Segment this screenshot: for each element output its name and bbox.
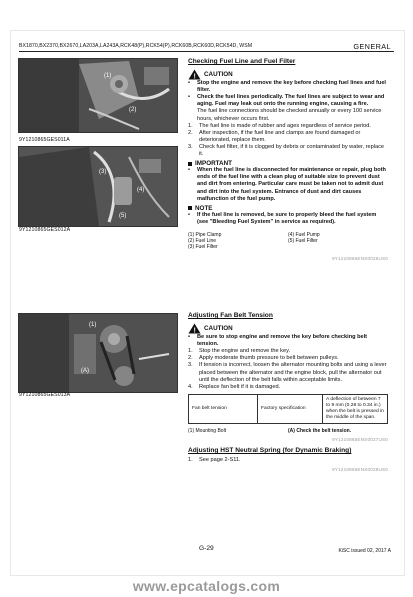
header-rule (19, 51, 394, 52)
fuel-step: 2. After inspection, if the fuel line and clamps are found damaged or deteriorated, replace them. (188, 129, 361, 143)
hst-ref-code: 9Y1210865ENS0028US0 (332, 467, 388, 473)
spec-value: A deflection of between 7 to 9 mm (0.28 to 0.34 in.) when the belt is pressed in the middle of the span. (323, 394, 388, 423)
fuel-section (188, 58, 388, 262)
svg-text:(4): (4) (137, 187, 145, 193)
fan-belt-photo (18, 313, 178, 393)
fan-section (188, 312, 388, 473)
header-section: GENERAL (353, 42, 391, 51)
svg-text:(1): (1) (89, 322, 97, 328)
spec-label: Factory specification (258, 394, 323, 423)
caution-triangle-icon (188, 323, 201, 334)
svg-text:!: ! (193, 327, 196, 335)
fuel-intro: The fuel line connections should be checked annually or every 100 service hours, whichever occurs first. (197, 108, 382, 122)
fan-caution-label: CAUTION (204, 325, 233, 333)
svg-text:(3): (3) (99, 169, 107, 175)
fan-section-title: Adjusting Fan Belt Tension (188, 312, 273, 319)
fuel-caution-bullet: • Stop the engine and remove the key before checking fuel lines and fuel filter. (188, 80, 386, 94)
fan-step: 1. Stop the engine and remove the key. (188, 348, 291, 355)
note-square-icon (188, 206, 192, 210)
fan-step: 3. If tension is incorrect, loosen the alternator mounting bolts and using a lever placed between the alternator and the engine block, pull the alternator out until the deflection of the belt falls within acceptable limits. (188, 362, 387, 383)
fuel-caution-label: CAUTION (204, 71, 233, 79)
photo-2-caption: 9Y1210865GES012A (19, 227, 71, 233)
important-label: IMPORTANT (195, 160, 232, 168)
svg-text:!: ! (193, 73, 196, 81)
svg-text:(1): (1) (104, 73, 112, 79)
fuel-caution-bullet: • Check the fuel lines periodically. The fuel lines are subject to wear and aging. Fuel may leak out onto the running engine, causing a fire. (188, 94, 385, 108)
hst-section-title: Adjusting HST Neutral Spring (for Dynamic Braking) (188, 447, 352, 455)
note-header (188, 205, 388, 212)
header-models: BX1870,BX2370,BX2670,LA203A,LA243A,RCK48(P),RCK54(P),RCK60B,RCK60D,RCK54D, WSM (19, 43, 253, 49)
fuel-caution-header (188, 69, 388, 80)
fan-step: 4. Replace fan belt if it is damaged. (188, 383, 281, 390)
note-bullet: • If the fuel line is removed, be sure to properly bleed the fuel system (see "Bleeding Fuel System" in service as required). (188, 211, 377, 225)
issue-info: KiSC issued 02, 2017 A (338, 548, 391, 554)
fuel-section-title: Checking Fuel Line and Fuel Filter (188, 58, 296, 65)
fan-caution-header (188, 323, 388, 334)
svg-text:(5): (5) (119, 213, 127, 219)
fuel-step: 1. The fuel line is made of rubber and ages regardless of service period. (188, 122, 371, 129)
photo-1-caption: 9Y1210865GES011A (19, 137, 70, 143)
spec-item: Fan belt tension (189, 394, 258, 423)
photo-3-caption: 9Y1210865GES013A (19, 392, 71, 398)
fuel-line-photo-1 (18, 58, 178, 133)
svg-text:(A): (A) (81, 368, 89, 374)
important-square-icon (188, 162, 192, 166)
fan-belt-spec-table (188, 394, 388, 424)
caution-triangle-icon (188, 69, 201, 80)
watermark-link[interactable]: www.epcatalogs.com (132, 578, 281, 594)
fuel-legend: (1) Pipe Clamp (4) Fuel Pump (2) Fuel Line (5) Fuel Filter (3) Fuel Filter (188, 231, 320, 251)
hst-step: 1. See page 2-S11. (188, 457, 241, 464)
fan-step: 2. Apply moderate thumb pressure to belt between pulleys. (188, 355, 339, 362)
fuel-step: 3. Check fuel filter, if it is clogged by debris or contaminated by water, replace it. (188, 143, 384, 158)
important-header (188, 160, 388, 167)
fan-caution-bullet: • Be sure to stop engine and remove the key before checking belt tension. (188, 334, 368, 348)
fan-legend: (1) Mounting Bolt (A) Check the belt tension. (188, 427, 352, 434)
important-bullet: • When the fuel line is disconnected for maintenance or repair, plug both ends of the fuel line with a clean plug of suitable size to prevent dust and dirt from entering. Particular care must be taken not to admit dust and dirt into the fuel system. Entrance of dust and dirt causes malfunction of the fuel pump. (188, 167, 386, 202)
page-number: G-29 (199, 545, 214, 552)
fuel-ref-code: 9Y1210865ENS0026US0 (332, 255, 388, 261)
fan-ref-code: 9Y1210865ENS0027US0 (332, 437, 388, 443)
note-label: NOTE (195, 204, 213, 212)
svg-text:(2): (2) (129, 107, 137, 113)
fuel-line-photo-2 (18, 146, 178, 227)
